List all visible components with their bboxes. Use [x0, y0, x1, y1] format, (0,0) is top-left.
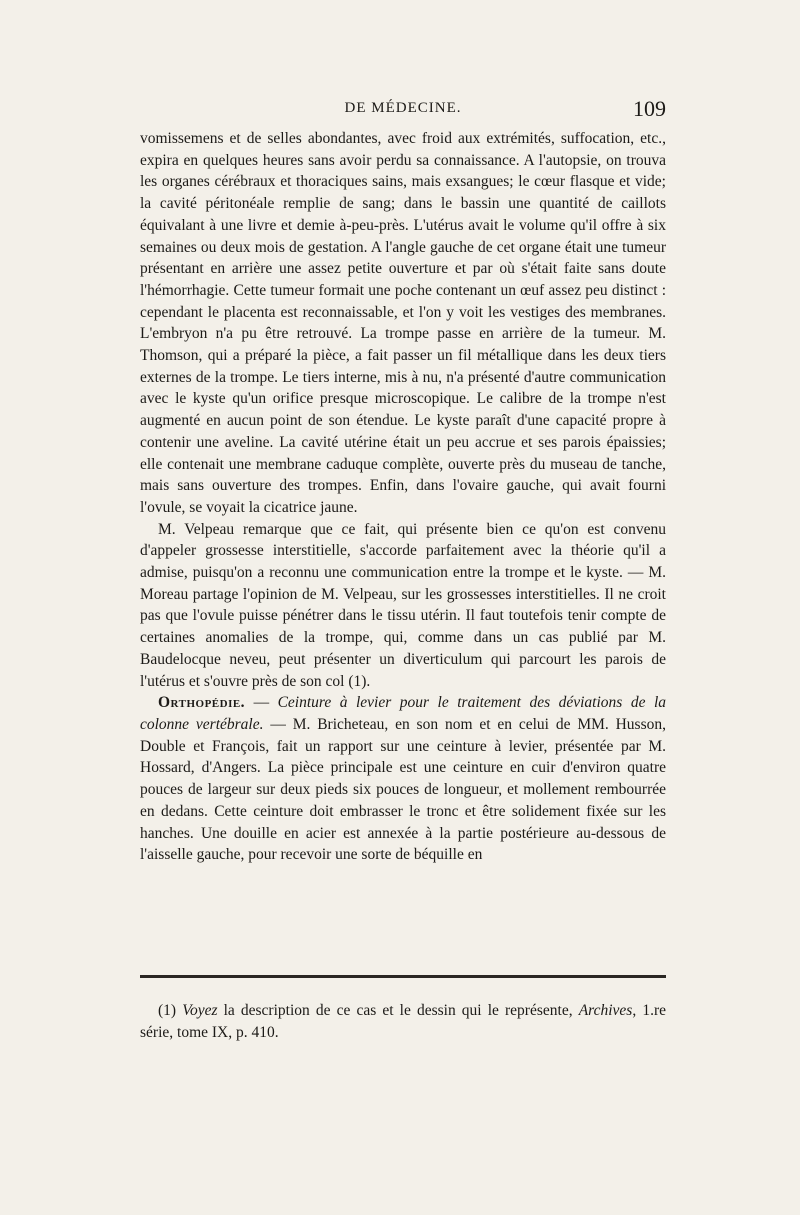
- footnote: [140, 1000, 666, 1044]
- footnote-text: [140, 1000, 666, 1044]
- footnote-rule: [140, 975, 666, 978]
- paragraph-orthopedie-text: — M. Bricheteau, en son nom et en celui de MM. Husson, Double et François, fait un rapport sur une ceinture à levier, présentée par M. Hossard, d'Angers. La pièce principale est une ceinture en cuir d'environ quatre pouces de largeur sur deux pieds six pouces de longueur, et mollement rembourrée en dedans. Cette ceinture doit embrasser le tronc et être solidement fixée sur les hanches. Une douille en acier est annexée à la partie postérieure au-dessous de l'aisselle gauche, pour recevoir une sorte de béquille en: [140, 715, 666, 864]
- footnote-archives: Archives: [578, 1002, 633, 1019]
- section-title-ceinture: Ceinture à levier pour le traitement des déviations de la colonne vertébrale.: [140, 694, 666, 733]
- running-title: DE MÉDECINE.: [344, 100, 462, 116]
- footnote-marker: (1): [158, 1002, 183, 1019]
- paragraph-velpeau: M. Velpeau remarque que ce fait, qui présente bien ce qu'on est convenu d'appeler grossesse interstitielle, s'accorde parfaitement avec la théorie qu'il a admise, puisqu'on a reconnu une communication entre la trompe et le kyste. — M. Moreau partage l'opinion de M. Velpeau, sur les grossesses interstitielles. Il ne croit pas que l'ovule puisse pénétrer dans le tissu utérin. Il faut toutefois tenir compte de certaines anomalies de la trompe, qui, comme dans un cas publié par M. Baudelocque neveu, peut présenter un diverticulum qui parcourt les parois de l'utérus et s'ouvre près de son col (1).: [140, 520, 666, 690]
- paragraph-autopsy: vomissemens et de selles abondantes, avec froid aux extrémités, suffocation, etc., expira en quelques heures sans avoir perdu sa connaissance. A l'autopsie, on trouva les organes cérébraux et thoraciques sains, mais exsangues; le cœur flasque et vide; la cavité péritonéale remplie de sang; dans le bassin une quantité de caillots équivalant à une livre et demie à-peu-près. L'utérus avait le volume qu'il offre à six semaines ou deux mois de gestation. A l'angle gauche de cet organe était une tumeur présentant en arrière une assez petite ouverture et par où s'était faite sans doute l'hémorrhagie. Cette tumeur formait une poche contenant un œuf assez peu distinct : cependant le placenta est reconnaissable, et l'on y voit les vestiges des membranes. L'embryon n'a pu être retrouvé. La trompe passe en arrière de la tumeur. M. Thomson, qui a préparé la pièce, a fait passer un fil métallique dans les deux tiers externes de la trompe. Le tiers interne, mis à nu, n'a présenté d'autre communication avec le kyste qu'un orifice presque microscopique. Le calibre de la trompe n'est augmenté en aucun point de son étendue. Le kyste paraît d'une capacité propre à contenir une aveline. La cavité utérine était un peu accrue et ses parois épaissies; elle contenait une membrane caduque complète, ouverte près du museau de tanche, mais sans ouverture des trompes. Enfin, dans l'ovaire gauche, qui avait fourni l'ovule, se voyait la cicatrice jaune.: [140, 130, 666, 516]
- running-head: [140, 96, 666, 126]
- section-label-orthopedie: Orthopédie.: [158, 694, 246, 712]
- section-dash: —: [245, 694, 278, 712]
- footnote-voyez: Voyez: [182, 1002, 218, 1019]
- body-text: [140, 128, 666, 866]
- paragraph-orthopedie: [140, 692, 666, 866]
- footnote-body: la description de ce cas et le dessin qui le représente,: [217, 1002, 579, 1019]
- page-number: 109: [633, 96, 666, 121]
- footnote-ref: , 1.re série, tome IX, p. 410.: [140, 1002, 666, 1041]
